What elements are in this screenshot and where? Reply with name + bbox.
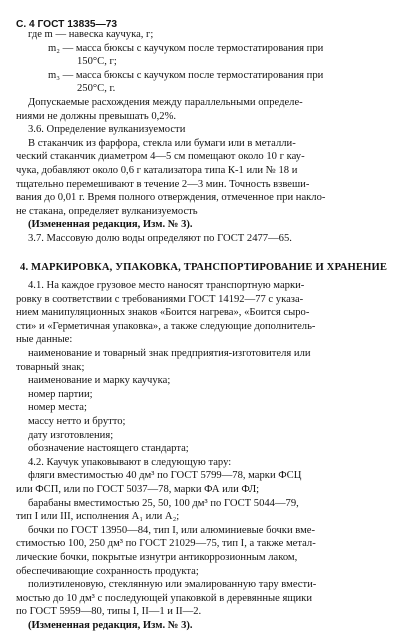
text-line: 3.7. Массовую долю воды определяют по ГОСТ 2477—65. <box>28 232 292 244</box>
text-line: В стаканчик из фарфора, стекла или бумаги или в металли- <box>28 137 296 149</box>
text-line: дату изготовления; <box>28 429 114 441</box>
text-line: массу нетто и брутто; <box>28 416 126 428</box>
text-line: товарный знак; <box>16 361 85 373</box>
text-line: ческий стаканчик диаметром 4—5 см помещают около 10 г кау- <box>16 151 305 163</box>
text-line: 250°С, г. <box>77 83 116 95</box>
text-line: лические бочки, покрытые изнутри антикоррозионным лаком, <box>16 551 298 563</box>
text-line: фляги вместимостью 40 дм³ по ГОСТ 5799—78, марки ФСЦ <box>28 470 302 482</box>
text-line: (Измененная редакция, Изм. № 3). <box>28 219 193 231</box>
text-line: тип I или III, исполнения А₁ или А₂; <box>16 511 180 523</box>
text-line: номер партии; <box>28 388 93 400</box>
section-heading: 4. МАРКИРОВКА, УПАКОВКА, ТРАНСПОРТИРОВАНИЕ И ХРАНЕНИЕ <box>20 261 388 273</box>
text-line: 150°С, г; <box>77 56 117 68</box>
text-line: тщательно перемешивают в течение 2—3 мин. Точность взвеши- <box>16 178 310 190</box>
text-line: m₂ — масса бюксы с каучуком после термостатирования при <box>48 42 324 54</box>
text-line: Допускаемые расхождения между параллельными определе- <box>28 96 303 108</box>
text-line: 4.1. На каждое грузовое место наносят транспортную марки- <box>28 280 305 292</box>
text-line: обеспечивающие сохранность продукта; <box>16 565 199 577</box>
document-body <box>16 28 402 633</box>
text-line: бочки по ГОСТ 13950—84, тип I, или алюминиевые бочки вме- <box>28 524 316 536</box>
page-header: С. 4 ГОСТ 13835—73 <box>16 19 118 30</box>
text-line: по ГОСТ 5959—80, типы I, II—1 и II—2. <box>16 606 202 618</box>
text-line: где m — навеска каучука, г; <box>28 29 154 40</box>
text-line: наименование и товарный знак предприятия-изготовителя или <box>28 348 311 360</box>
text-line: ниями не должны превышать 0,2%. <box>16 110 177 122</box>
text-line: нием манипуляционных знаков «Боится нагрева», «Боится сыро- <box>16 307 310 319</box>
text-line: m₃ — масса бюксы с каучуком после термостатирования при <box>48 69 324 81</box>
text-line: барабаны вместимостью 25, 50, 100 дм³ по ГОСТ 5044—79, <box>28 497 299 509</box>
text-line: 4.2. Каучук упаковывают в следующую тару: <box>28 456 232 468</box>
text-line: вания до 0,01 г. Время полного отверждения, отмеченное при накло- <box>16 192 326 204</box>
text-line: 3.6. Определение вулканизуемости <box>28 124 186 136</box>
text-line: не стакана, определяет вулканизуемость <box>16 205 198 217</box>
text-line: чука, добавляют около 0,6 г катализатора типа К-1 или № 18 и <box>16 164 298 176</box>
text-line: мостью до 10 дм³ с последующей упаковкой в деревянные ящики <box>16 592 312 604</box>
text-line: наименование и марку каучука; <box>28 375 171 387</box>
text-line: обозначение настоящего стандарта; <box>28 443 189 455</box>
text-line: сти» и «Герметичная упаковка», а также следующие дополнитель- <box>16 320 316 332</box>
text-line: или ФСП, или по ГОСТ 5037—78, марки ФА или ФЛ; <box>16 484 260 495</box>
text-line: ные данные: <box>16 334 73 346</box>
text-line: стимостью 100, 250 дм³ по ГОСТ 21029—75, тип I, а также метал- <box>16 538 316 550</box>
text-line: ровку в соответствии с требованиями ГОСТ 14192—77 с указа- <box>16 293 304 305</box>
text-line: (Измененная редакция, Изм. № 3). <box>28 619 193 631</box>
text-line: полиэтиленовую, стеклянную или эмалированную тару вмести- <box>28 579 317 591</box>
text-line: номер места; <box>28 402 87 414</box>
